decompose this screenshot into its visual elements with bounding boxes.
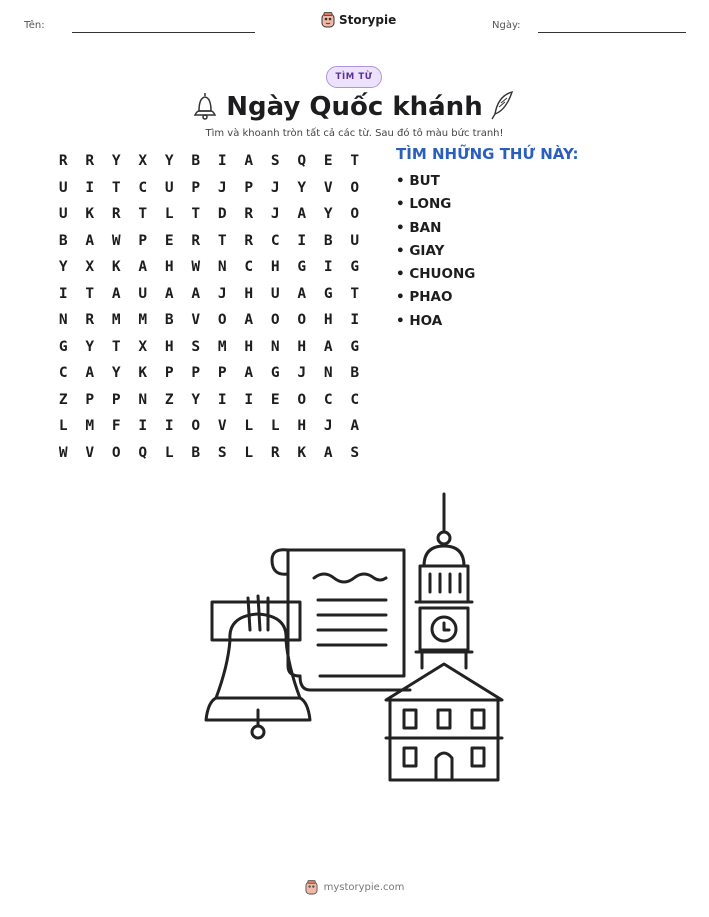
page-title: Ngày Quốc khánh	[226, 92, 483, 122]
grid-cell[interactable]: S	[217, 444, 227, 461]
word-item: • BUT	[396, 170, 475, 193]
grid-cell[interactable]: C	[323, 391, 333, 408]
grid-cell[interactable]: O	[270, 312, 280, 329]
brand-name: Storypie	[339, 13, 397, 27]
grid-cell[interactable]: O	[297, 312, 307, 329]
grid-cell[interactable]: R	[244, 232, 254, 249]
grid-cell[interactable]: P	[164, 365, 174, 382]
grid-cell[interactable]: T	[111, 179, 121, 196]
word-item: • CHUONG	[396, 263, 475, 286]
grid-cell[interactable]: J	[217, 285, 227, 302]
grid-cell[interactable]: S	[350, 444, 360, 461]
grid-cell[interactable]: R	[270, 444, 280, 461]
grid-cell[interactable]: Y	[191, 391, 201, 408]
grid-cell[interactable]: A	[244, 365, 254, 382]
grid-cell[interactable]: U	[138, 285, 148, 302]
grid-cell[interactable]: P	[217, 365, 227, 382]
footer-site[interactable]: mystorypie.com	[323, 882, 405, 893]
grid-cell[interactable]: H	[297, 418, 307, 435]
word-item: • PHAO	[396, 286, 475, 309]
grid-cell[interactable]: P	[138, 232, 148, 249]
grid-cell[interactable]: I	[85, 179, 95, 196]
grid-cell[interactable]: J	[323, 418, 333, 435]
grid-cell[interactable]: P	[191, 179, 201, 196]
grid-cell[interactable]: X	[138, 338, 148, 355]
grid-cell[interactable]: A	[323, 338, 333, 355]
instructions: Tìm và khoanh tròn tất cả các từ. Sau đó tô màu bức tranh!	[205, 128, 504, 139]
grid-cell[interactable]: B	[323, 232, 333, 249]
storypie-mascot-icon	[321, 12, 335, 28]
word-item: • HOA	[396, 310, 475, 333]
grid-cell[interactable]: G	[350, 338, 360, 355]
grid-cell[interactable]: K	[297, 444, 307, 461]
grid-cell[interactable]: L	[244, 444, 254, 461]
grid-cell[interactable]: K	[138, 365, 148, 382]
grid-cell[interactable]: A	[164, 285, 174, 302]
grid-cell[interactable]: T	[111, 338, 121, 355]
grid-cell[interactable]: M	[111, 312, 121, 329]
grid-cell[interactable]: O	[217, 312, 227, 329]
grid-cell[interactable]: H	[164, 338, 174, 355]
grid-cell[interactable]: R	[111, 206, 121, 223]
grid-cell[interactable]: B	[191, 153, 201, 170]
grid-cell[interactable]: I	[217, 391, 227, 408]
grid-cell[interactable]: I	[58, 285, 68, 302]
brand-logo	[321, 12, 396, 28]
word-item: • LONG	[396, 193, 475, 216]
grid-cell[interactable]: I	[297, 232, 307, 249]
grid-cell[interactable]: J	[270, 179, 280, 196]
grid-cell[interactable]: B	[164, 312, 174, 329]
storypie-mascot-icon	[305, 880, 318, 895]
grid-cell[interactable]: N	[58, 312, 68, 329]
grid-cell[interactable]: E	[323, 153, 333, 170]
grid-cell[interactable]: M	[85, 418, 95, 435]
grid-cell[interactable]: I	[244, 391, 254, 408]
grid-cell[interactable]: B	[191, 444, 201, 461]
grid-cell[interactable]: R	[244, 206, 254, 223]
grid-cell[interactable]: C	[58, 365, 68, 382]
grid-cell[interactable]: Y	[164, 153, 174, 170]
grid-cell[interactable]: N	[323, 365, 333, 382]
grid-cell[interactable]: G	[270, 365, 280, 382]
grid-cell[interactable]: Q	[138, 444, 148, 461]
grid-cell[interactable]: T	[217, 232, 227, 249]
grid-cell[interactable]: V	[323, 179, 333, 196]
grid-cell[interactable]: I	[164, 418, 174, 435]
grid-cell[interactable]: T	[350, 285, 360, 302]
grid-cell[interactable]: A	[244, 312, 254, 329]
grid-cell[interactable]: T	[350, 153, 360, 170]
grid-cell[interactable]: C	[244, 259, 254, 276]
grid-cell[interactable]: C	[350, 391, 360, 408]
grid-cell[interactable]: S	[191, 338, 201, 355]
grid-cell[interactable]: E	[164, 232, 174, 249]
grid-cell[interactable]: P	[244, 179, 254, 196]
word-search-badge: TÌM TỪ	[326, 66, 382, 88]
grid-cell[interactable]: S	[270, 153, 280, 170]
liberty-bell-icon	[206, 596, 310, 738]
word-list	[396, 170, 475, 333]
grid-cell[interactable]: O	[111, 444, 121, 461]
letter-grid[interactable]	[50, 148, 368, 466]
grid-cell[interactable]: Y	[323, 206, 333, 223]
grid-cell[interactable]: K	[111, 259, 121, 276]
grid-cell[interactable]: M	[217, 338, 227, 355]
grid-cell[interactable]: X	[138, 153, 148, 170]
grid-cell[interactable]: V	[191, 312, 201, 329]
grid-cell[interactable]: V	[85, 444, 95, 461]
grid-cell[interactable]: O	[297, 391, 307, 408]
word-item: • GIAY	[396, 240, 475, 263]
grid-cell[interactable]: U	[270, 285, 280, 302]
grid-cell[interactable]: R	[58, 153, 68, 170]
grid-cell[interactable]: Q	[297, 153, 307, 170]
grid-cell[interactable]: G	[58, 338, 68, 355]
name-line[interactable]	[72, 32, 255, 33]
grid-cell[interactable]: I	[323, 259, 333, 276]
grid-cell[interactable]: U	[58, 206, 68, 223]
grid-cell[interactable]: A	[297, 206, 307, 223]
grid-cell[interactable]: E	[270, 391, 280, 408]
grid-cell[interactable]: B	[58, 232, 68, 249]
grid-cell[interactable]: J	[270, 206, 280, 223]
grid-cell[interactable]: R	[191, 232, 201, 249]
scroll-icon	[212, 550, 410, 690]
grid-cell[interactable]: I	[217, 153, 227, 170]
grid-cell[interactable]: N	[270, 338, 280, 355]
date-label: Ngày:	[492, 20, 521, 31]
grid-cell[interactable]: Y	[85, 338, 95, 355]
grid-cell[interactable]: C	[138, 179, 148, 196]
grid-cell[interactable]: Y	[111, 365, 121, 382]
grid-cell[interactable]: U	[58, 179, 68, 196]
grid-cell[interactable]: T	[191, 206, 201, 223]
grid-cell[interactable]: G	[323, 285, 333, 302]
grid-cell[interactable]: W	[111, 232, 121, 249]
grid-cell[interactable]: Z	[58, 391, 68, 408]
word-list-heading: TÌM NHỮNG THỨ NÀY:	[396, 145, 579, 163]
grid-cell[interactable]: A	[191, 285, 201, 302]
grid-cell[interactable]: P	[85, 391, 95, 408]
grid-cell[interactable]: K	[85, 206, 95, 223]
grid-cell[interactable]: A	[244, 153, 254, 170]
grid-cell[interactable]: P	[191, 365, 201, 382]
grid-cell[interactable]: T	[138, 206, 148, 223]
quill-icon	[490, 90, 516, 120]
grid-cell[interactable]: N	[138, 391, 148, 408]
grid-cell[interactable]: L	[164, 206, 174, 223]
grid-cell[interactable]: V	[217, 418, 227, 435]
grid-cell[interactable]: Y	[58, 259, 68, 276]
footer	[0, 880, 709, 895]
grid-cell[interactable]: Y	[297, 179, 307, 196]
grid-cell[interactable]: H	[323, 312, 333, 329]
grid-cell[interactable]: W	[58, 444, 68, 461]
grid-cell[interactable]: H	[270, 259, 280, 276]
grid-cell[interactable]: A	[350, 418, 360, 435]
grid-cell[interactable]: B	[350, 365, 360, 382]
grid-cell[interactable]: A	[323, 444, 333, 461]
grid-cell[interactable]: I	[350, 312, 360, 329]
grid-cell[interactable]: R	[85, 312, 95, 329]
grid-cell[interactable]: P	[111, 391, 121, 408]
grid-cell[interactable]: L	[58, 418, 68, 435]
grid-cell[interactable]: T	[85, 285, 95, 302]
grid-cell[interactable]: W	[191, 259, 201, 276]
grid-cell[interactable]: N	[217, 259, 227, 276]
grid-cell[interactable]: A	[111, 285, 121, 302]
grid-cell[interactable]: I	[138, 418, 148, 435]
grid-cell[interactable]: A	[297, 285, 307, 302]
grid-cell[interactable]: H	[164, 259, 174, 276]
grid-cell[interactable]: U	[164, 179, 174, 196]
word-item: • BAN	[396, 217, 475, 240]
grid-cell[interactable]: A	[138, 259, 148, 276]
grid-cell[interactable]: L	[164, 444, 174, 461]
grid-cell[interactable]: J	[297, 365, 307, 382]
grid-cell[interactable]: X	[85, 259, 95, 276]
grid-cell[interactable]: G	[350, 259, 360, 276]
name-label: Tên:	[24, 20, 45, 31]
grid-cell[interactable]: H	[244, 285, 254, 302]
grid-cell[interactable]: H	[297, 338, 307, 355]
independence-illustration	[200, 490, 510, 790]
grid-cell[interactable]: O	[350, 206, 360, 223]
grid-cell[interactable]: O	[350, 179, 360, 196]
grid-cell[interactable]: H	[244, 338, 254, 355]
grid-cell[interactable]: A	[85, 232, 95, 249]
grid-cell[interactable]: L	[270, 418, 280, 435]
grid-cell[interactable]: C	[270, 232, 280, 249]
grid-cell[interactable]: G	[297, 259, 307, 276]
grid-cell[interactable]: R	[85, 153, 95, 170]
grid-cell[interactable]: D	[217, 206, 227, 223]
grid-cell[interactable]: L	[244, 418, 254, 435]
grid-cell[interactable]: J	[217, 179, 227, 196]
grid-cell[interactable]: F	[111, 418, 121, 435]
grid-cell[interactable]: Y	[111, 153, 121, 170]
grid-cell[interactable]: O	[191, 418, 201, 435]
date-line[interactable]	[538, 32, 686, 33]
grid-cell[interactable]: U	[350, 232, 360, 249]
grid-cell[interactable]: M	[138, 312, 148, 329]
grid-cell[interactable]: A	[85, 365, 95, 382]
grid-cell[interactable]: Z	[164, 391, 174, 408]
